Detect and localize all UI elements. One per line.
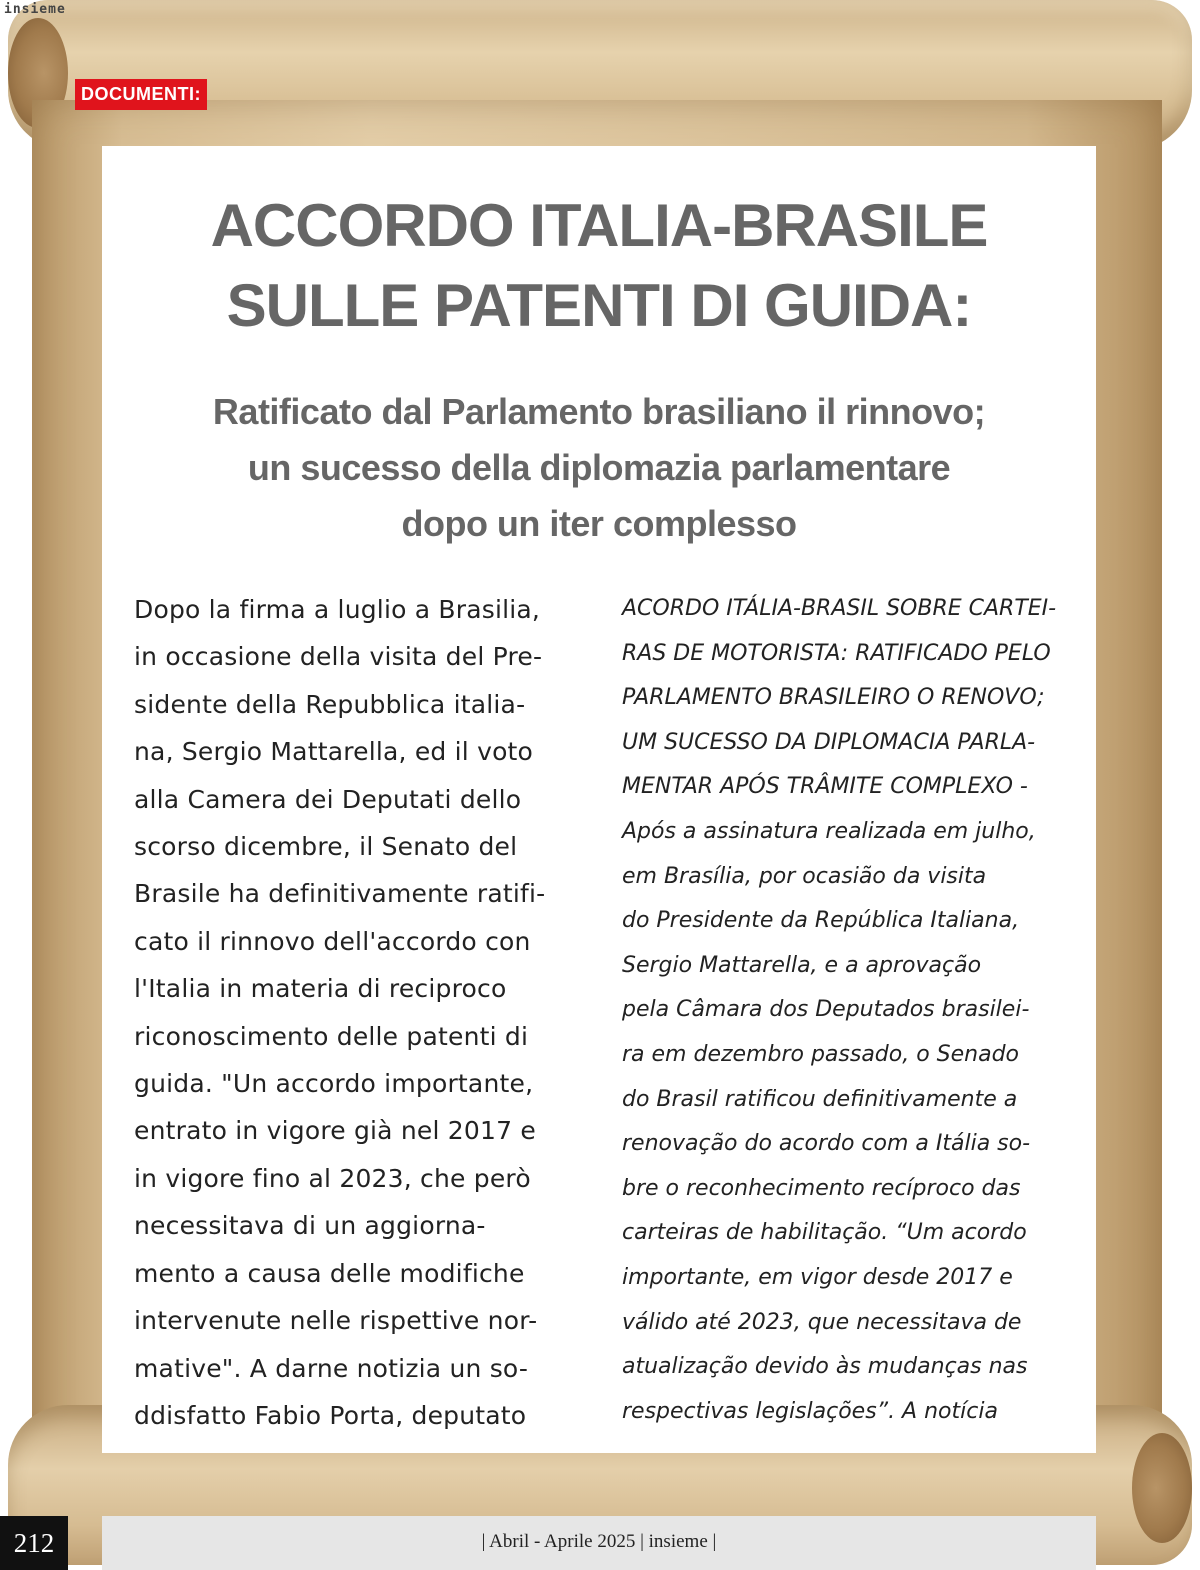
subtitle-line: Ratificato dal Parlamento brasiliano il rinnovo; (212, 391, 986, 432)
page-number: 212 (0, 1516, 68, 1570)
text-line: scorso dicembre, il Senato del (134, 832, 518, 862)
section-tag: DOCUMENTI: (75, 79, 207, 110)
text-line: sidente della Repubblica italia- (134, 689, 526, 719)
text-line: riconoscimento delle patenti di (134, 1021, 529, 1051)
text-line: Sergio Mattarella, e a aprovação (622, 952, 982, 978)
text-line: importante, em vigor desde 2017 e (622, 1264, 1013, 1290)
text-line: mative". A darne notizia un so- (134, 1353, 529, 1383)
text-line: l'Italia in materia di reciproco (134, 974, 507, 1004)
article-subtitle (102, 384, 1096, 552)
text-line: intervenute nelle rispettive nor- (134, 1306, 538, 1336)
text-line: ddisfatto Fabio Porta, deputato (134, 1400, 527, 1430)
text-line: renovação do acordo com a Itália so- (622, 1131, 1031, 1157)
text-line: MENTAR APÓS TRÂMITE COMPLEXO - (622, 774, 1028, 800)
text-line: pela Câmara dos Deputados brasilei- (622, 997, 1030, 1023)
text-line: Brasile ha definitivamente ratifi- (134, 879, 546, 909)
portuguese-text-column (622, 587, 1082, 1434)
text-line: válido até 2023, que necessitava de (622, 1309, 1022, 1335)
text-line: respectivas legislações”. A notícia (622, 1398, 998, 1424)
text-line: bre o reconhecimento recíproco das (622, 1175, 1021, 1201)
text-line: guida. "Un accordo importante, (134, 1069, 534, 1099)
text-line: RAS DE MOTORISTA: RATIFICADO PELO (622, 640, 1051, 666)
text-line: Após a assinatura realizada em julho, (622, 818, 1036, 844)
subtitle-line: dopo un iter complesso (401, 503, 797, 544)
subtitle-line: un sucesso della diplomazia parlamentare (247, 447, 951, 488)
article-title (102, 186, 1096, 346)
text-line: do Presidente da República Italiana, (622, 908, 1020, 934)
text-line: do Brasil ratificou definitivamente a (622, 1086, 1018, 1112)
italian-text-column (134, 586, 574, 1439)
text-line: cato il rinnovo dell'accordo con (134, 926, 531, 956)
text-line: Dopo la firma a luglio a Brasilia, (134, 595, 541, 624)
text-line: ra em dezembro passado, o Senado (622, 1041, 1020, 1067)
text-line: mento a causa delle modifiche (134, 1258, 525, 1288)
text-line: atualização devido às mudanças nas (622, 1354, 1028, 1380)
text-line: in vigore fino al 2023, che però (134, 1163, 531, 1193)
text-line: carteiras de habilitação. “Um acordo (622, 1220, 1027, 1246)
text-line: em Brasília, por ocasião da visita (622, 863, 987, 889)
text-line: ACORDO ITÁLIA-BRASIL SOBRE CARTEI- (622, 596, 1057, 621)
text-line: necessitava di un aggiorna- (134, 1211, 486, 1241)
text-line: PARLAMENTO BRASILEIRO O RENOVO; (622, 685, 1045, 711)
title-line: SULLE PATENTI DI GUIDA: (226, 272, 972, 339)
footer-bar (102, 1516, 1096, 1570)
title-line: ACCORDO ITALIA-BRASILE (210, 192, 988, 259)
text-line: entrato in vigore già nel 2017 e (134, 1116, 536, 1146)
article-panel (102, 146, 1096, 1453)
text-line: in occasione della visita del Pre- (134, 642, 543, 672)
text-line: UM SUCESSO DA DIPLOMACIA PARLA- (622, 729, 1036, 755)
text-line: alla Camera dei Deputati dello (134, 784, 522, 814)
footer-issue-text: | Abril - Aprile 2025 | insieme | (481, 1531, 717, 1552)
masthead-logo: insieme (4, 2, 66, 17)
text-line: na, Sergio Mattarella, ed il voto (134, 737, 534, 767)
